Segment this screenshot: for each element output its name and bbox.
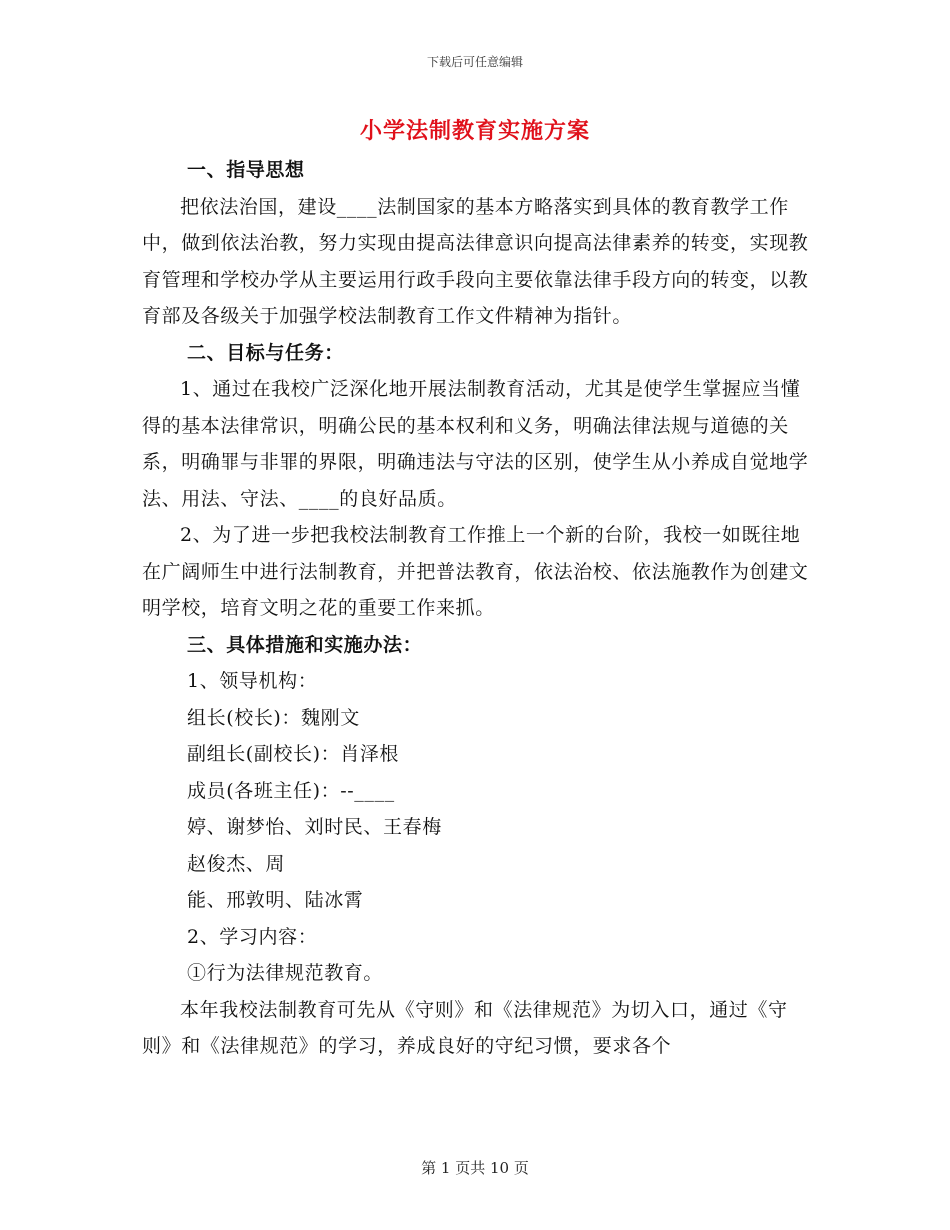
list-item: 婷、谢梦怡、刘时民、王春梅: [187, 816, 442, 838]
paragraph: 2、为了进一步把我校法制教育工作推上一个新的台阶，我校一如既往地在广阔师生中进行法制教育，并把普法教育，依法治校、依法施教作为创建文明学校，培育文明之花的重要工作来抓。: [142, 524, 809, 619]
document-title: 小学法制教育实施方案: [359, 118, 590, 144]
list-item: 能、邢敦明、陆冰霄: [187, 889, 364, 911]
list-item: 成员(各班主任)：--____: [187, 779, 395, 802]
paragraph: 本年我校法制教育可先从《守则》和《法律规范》为切入口，通过《守则》和《法律规范》的学习，养成良好的守纪习惯，要求各个: [142, 998, 788, 1057]
document-body: [142, 152, 810, 1065]
list-item: 组长(校长)：魏刚文: [187, 706, 360, 729]
paragraph: 把依法治国，建设____法制国家的基本方略落实到具体的教育教学工作中，做到依法治教，努力实现由提高法律意识向提高法律素养的转变，实现教育管理和学校办学从主要运用行政手段向主要依靠法律手段方向的转变，以教育部及各级关于加强学校法制教育工作文件精神为指针。: [142, 195, 809, 327]
list-item: 副组长(副校长)：肖泽根: [187, 743, 400, 765]
paragraph: 1、通过在我校广泛深化地开展法制教育活动，尤其是使学生掌握应当懂得的基本法律常识，明确公民的基本权利和义务，明确法律法规与道德的关系，明确罪与非罪的界限，明确违法与守法的区别，使学生从小养成自觉地学法、用法、守法、____的良好品质。: [142, 378, 809, 510]
list-item: 1、领导机构：: [187, 670, 318, 692]
list-item: 2、学习内容：: [187, 925, 318, 948]
page-header-note: 下载后可任意编辑: [426, 55, 523, 69]
list-item: 赵俊杰、周: [187, 852, 286, 875]
page-footer: 第 1 页共 10 页: [421, 1159, 529, 1177]
section-heading-goals-tasks: 二、目标与任务：: [187, 341, 344, 364]
list-item: ①行为法律规范教育。: [187, 962, 384, 984]
section-heading-measures: 三、具体措施和实施办法：: [187, 633, 423, 656]
section-heading-guiding-ideology: 一、指导思想: [187, 159, 305, 181]
